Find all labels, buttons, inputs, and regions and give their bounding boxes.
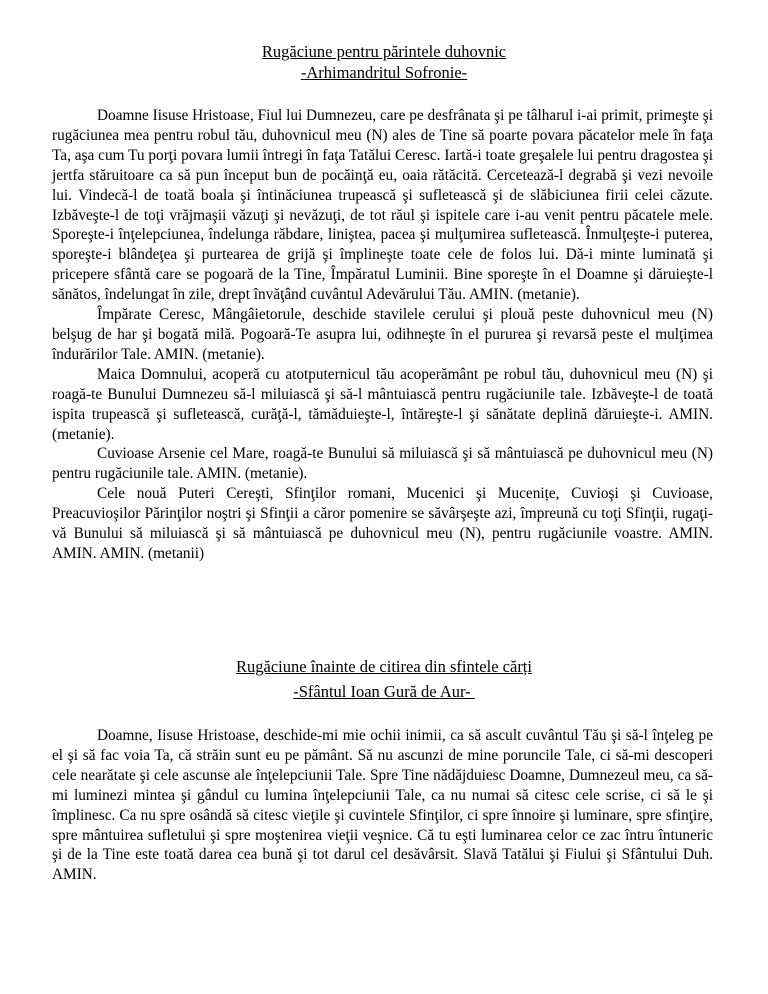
prayer1-title: Rugăciune pentru părintele duhovnic	[261, 42, 507, 61]
prayer1-body	[52, 106, 713, 564]
prayer2-author: -Sfântul Ioan Gură de Aur-	[293, 682, 475, 701]
paragraph: Maica Domnului, acoperă cu atotputernicul tău acoperământ pe robul tău, duhovnicul meu (N) şi roagă-te Bunului Dumnezeu să-l miluiască şi să-l mântuiască pentru rugăciunile tale. Izbăveşte-l de toată ispita trupească şi sufletească, curăţă-l, tămăduieşte-l, întăreşte-l şi sănătate deplină dăruieşte-i. AMIN. (metanie).	[52, 365, 713, 443]
paragraph: Cuvioase Arsenie cel Mare, roagă-te Bunului să miluiască şi să mântuiască pe duhovnicul meu (N) pentru rugăciunile tale. AMIN. (metanie).	[52, 445, 713, 483]
paragraph: Împărate Ceresc, Mângâietorule, deschide stavilele cerului şi plouă peste duhovnicul meu (N) belşug de har şi bogată milă. Pogoară-Te asupra lui, odihneşte în el pururea şi revarsă peste el mulţimea îndurărilor Tale. AMIN. (metanie).	[52, 306, 713, 363]
prayer2-body	[52, 726, 713, 885]
paragraph: Cele nouă Puteri Cereşti, Sfinţilor romani, Mucenici şi Mucenițe, Cuvioşi şi Cuvioase, Preacuvioşilor Părinţilor noştri şi Sfinţii a căror pomenire se săvârşeşte azi, împreună cu toţi Sfinţii, rugaţi-vă Bunului să miluiască şi să mântuiască pe duhovnicul meu (N), pentru rugăciunile voastre. AMIN. AMIN. AMIN. (metanii)	[52, 485, 713, 562]
paragraph: Doamne, Iisuse Hristoase, deschide-mi mie ochii inimii, ca să ascult cuvântul Tău şi să-l înţeleg pe el şi să fac voia Ta, că străin sunt eu pe pământ. Să nu ascunzi de mine poruncile Tale, ci să-mi descoperi cele nearătate şi cele ascunse ale înţelepciunii Tale. Spre Tine nădăjduiesc Doamne, Dumnezeul meu, ca să-mi luminezi mintea şi gândul cu lumina înţelepciunii Tale, ca nu numai să citesc cele scrise, ci să le şi împlinesc. Ca nu spre osândă să citesc vieţile şi cuvintele Sfinţilor, ci spre înnoire şi luminare, spre sfinţire, spre mântuirea sufletului şi spre moştenirea vieţii veşnice. Că tu eşti luminarea celor ce zac întru întuneric şi de la Tine este toată darea cea bună şi tot darul cel desăvârsit. Slavă Tatălui şi Fiului şi Sfântului Duh. AMIN.	[52, 727, 713, 884]
prayer2-title: Rugăciune înainte de citirea din sfintele cărți	[236, 657, 532, 676]
paragraph: Doamne Iisuse Hristoase, Fiul lui Dumnezeu, care pe desfrânata şi pe tâlharul i-ai primit, primeşte şi rugăciunea mea pentru robul tău, duhovnicul meu (N) ales de Tine să poarte povara păcatelor mele în faţa Ta, aşa cum Tu porţi povara lumii întregi în faţa Tatălui Ceresc. Iartă-i toate greşalele lui pentru dragostea şi jertfa stăruitoare ca să pun început bun de pocăinţă eu, oaia rătăcită. Cercetează-l degrabă şi vezi nevoile lui. Vindecă-l de toată boala şi întinăciunea trupească şi sufletească şi de slăbiciunea firii celei căzute. Izbăveşte-l de toţi vrăjmaşii văzuţi şi nevăzuţi, de tot răul şi ispitele care i-au venit pentru păcatele mele. Sporeşte-i înţelepciunea, îndelunga răbdare, liniştea, pacea şi mulţumirea sufletească. Înmulţeşte-i puterea, sporeşte-i blândeţea şi purtearea de grijă şi împlineşte toate cele de folos lui. Dă-i minte luminată şi pricepere sfântă care se pogoară de la Tine, Împăratul Luminii. Bine sporeşte în el Doamne şi dăruieşte-l sănătos, îndelungat în zile, drept învăţând cuvântul Adevărului Tău. AMIN. (metanie).	[52, 107, 713, 304]
prayer1-author: -Arhimandritul Sofronie-	[300, 63, 468, 82]
